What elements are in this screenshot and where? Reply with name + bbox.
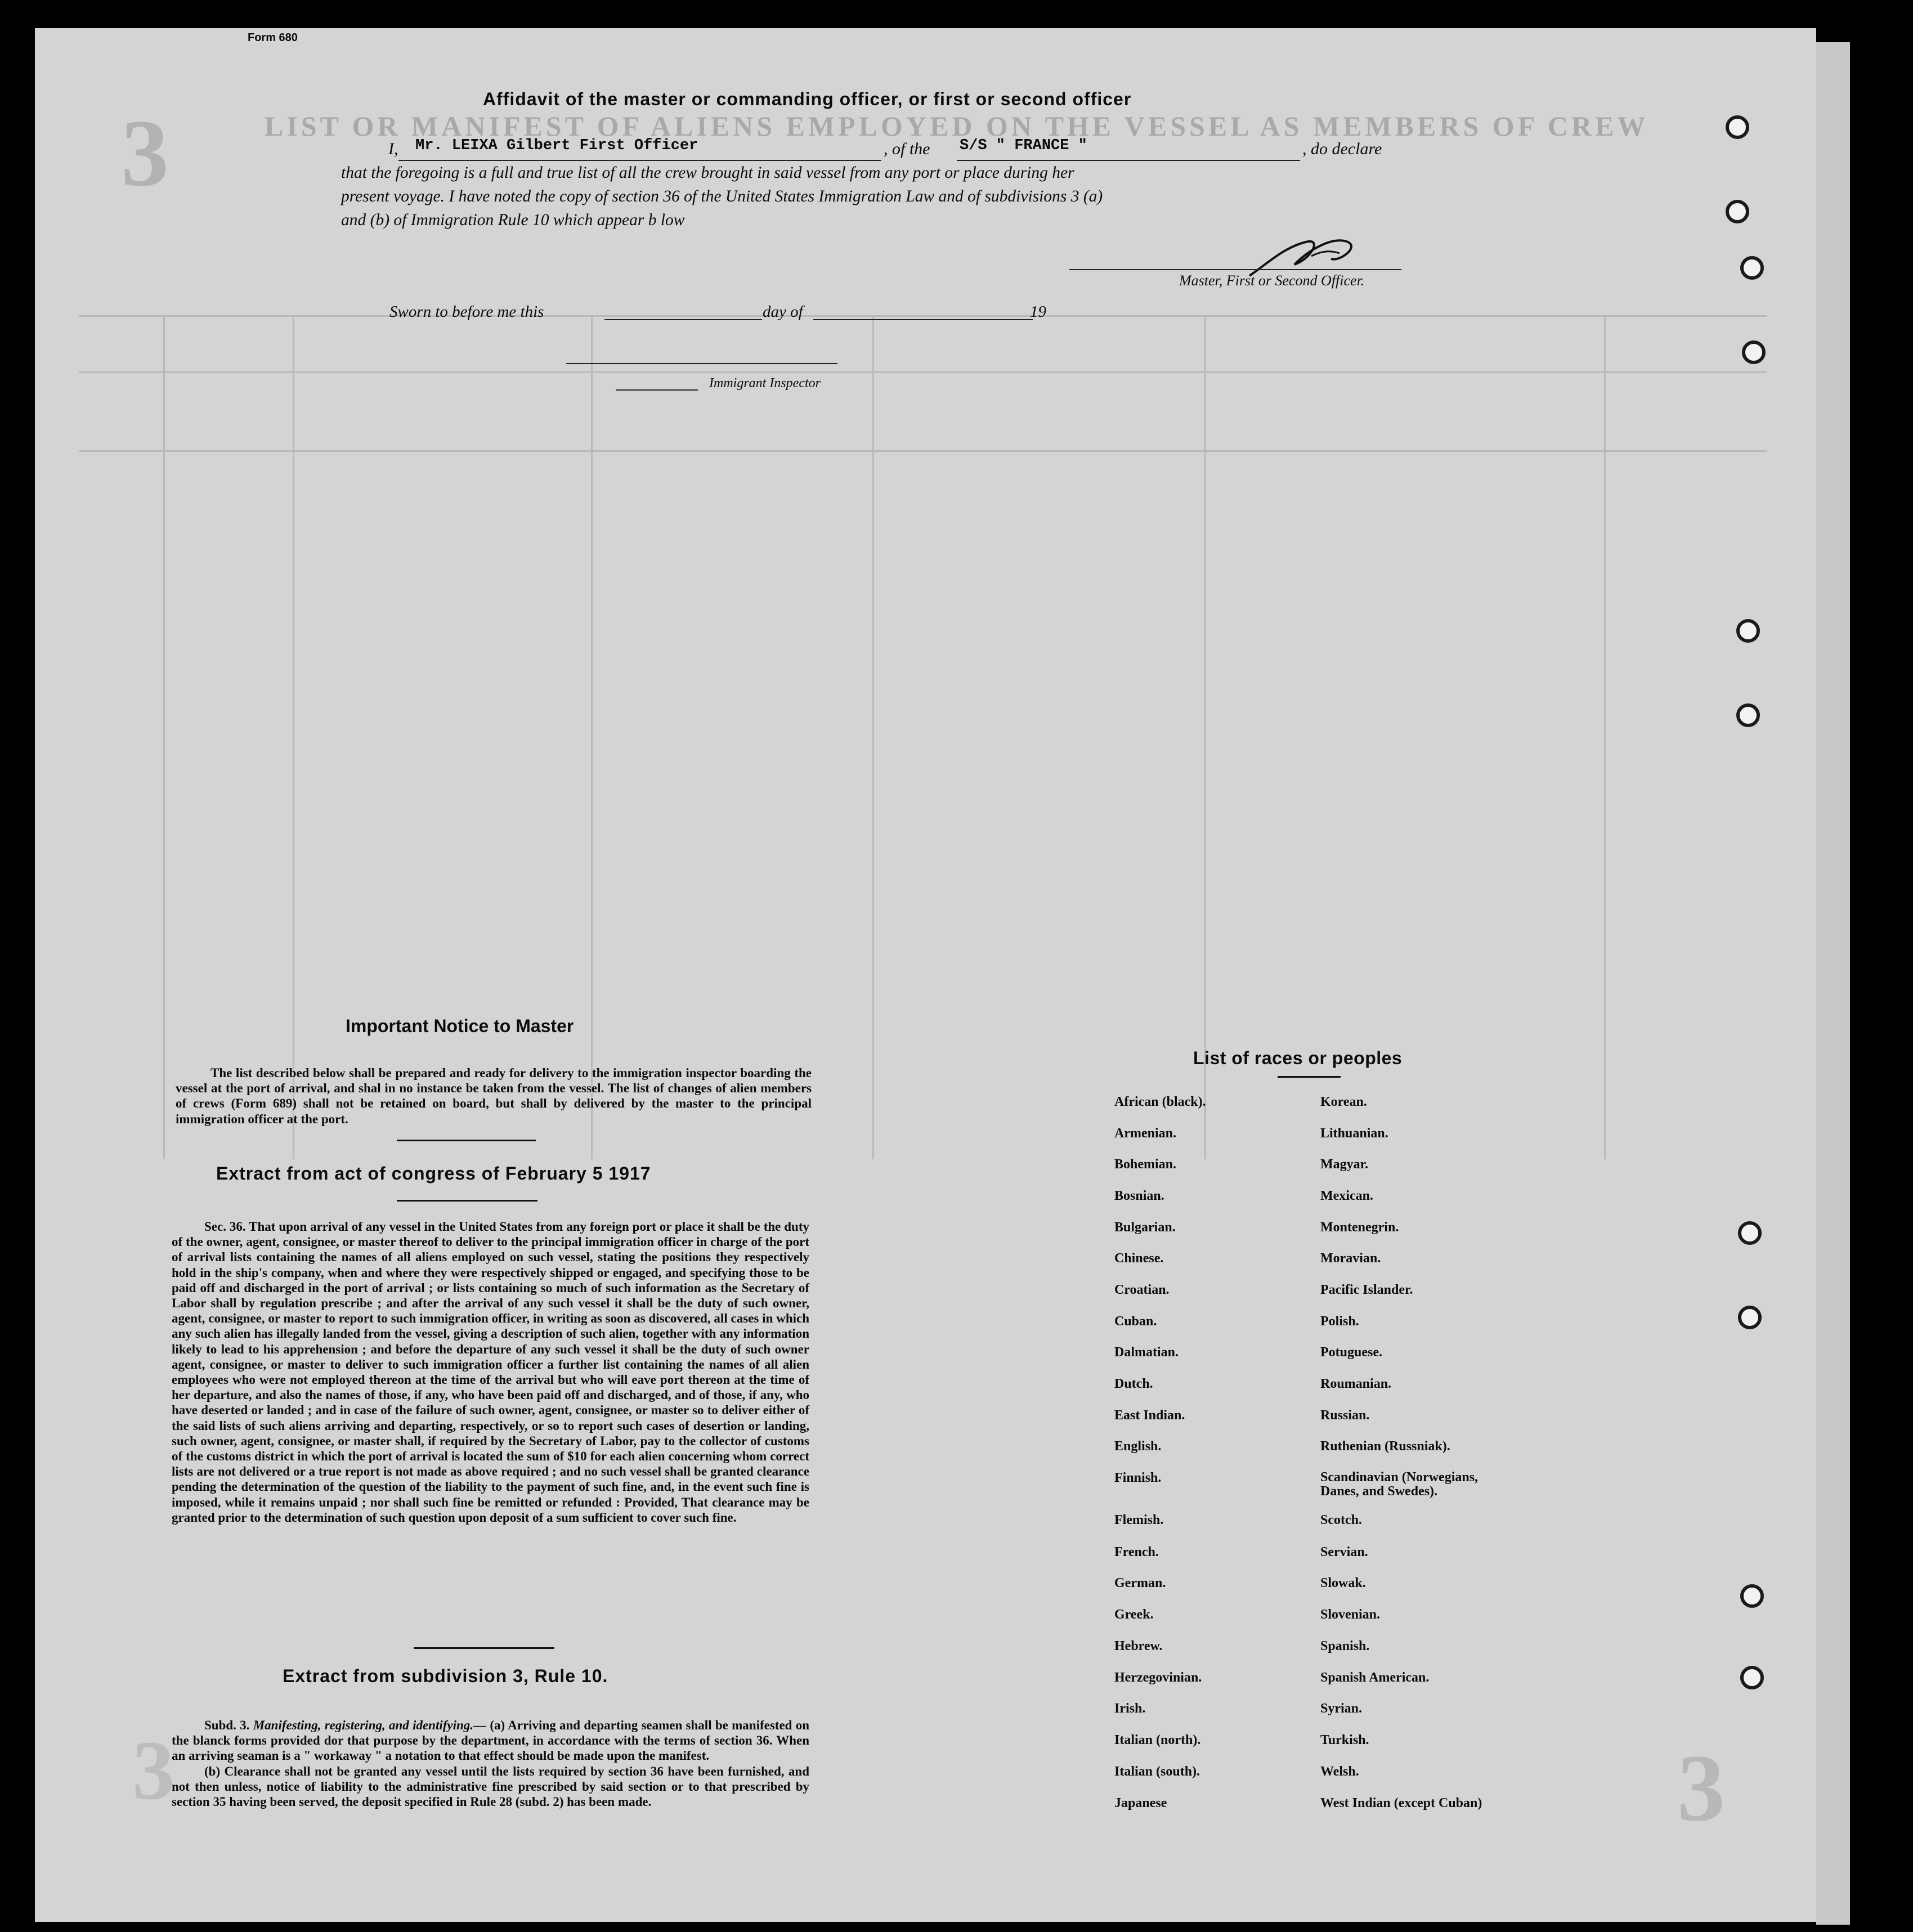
- signature-title: Master, First or Second Officer.: [1179, 272, 1365, 289]
- race-item: Lithuanian.: [1320, 1126, 1388, 1141]
- section-label: Sec. 36.: [204, 1220, 246, 1234]
- affidavit-line1-suffix: , do declare: [1302, 140, 1382, 158]
- divider: [397, 1200, 537, 1202]
- punch-hole-icon: [1740, 1666, 1764, 1689]
- sworn-month-blank: [813, 319, 1033, 320]
- page-edge: [1816, 42, 1850, 1925]
- affidavit-title: Affidavit of the master or commanding officer, or first or second officer: [483, 89, 1132, 109]
- affidavit-line3: present voyage. I have noted the copy of section 36 of the United States Immigration Law and of subdivisions 3 (a): [341, 187, 1103, 205]
- vessel-name-value: S/S " FRANCE ": [960, 137, 1087, 154]
- race-item: Japanese: [1114, 1796, 1167, 1810]
- race-item: Flemish.: [1114, 1513, 1164, 1527]
- form-number: Form 680: [248, 32, 298, 44]
- race-item: Italian (north).: [1114, 1733, 1201, 1747]
- races-title-underline: [1278, 1076, 1341, 1078]
- punch-hole-icon: [1742, 340, 1766, 364]
- notice-paragraph: The list described below shall be prepared and ready for delivery to the immigration inspector boarding the vessel at the port of arrival, and shal in no instance be taken from the vessel. The list of changes of alien members of crews (Form 689) shall not be retained on board, but shall by delivered by the master to the principal immigration officer at the port.: [176, 1066, 812, 1126]
- races-title: List of races or peoples: [1193, 1048, 1403, 1068]
- race-item: Bosnian.: [1114, 1189, 1164, 1203]
- race-item: Italian (south).: [1114, 1764, 1200, 1779]
- race-item: Greek.: [1114, 1607, 1154, 1622]
- sworn-day-blank: [604, 319, 762, 320]
- punch-hole-icon: [1736, 619, 1760, 643]
- rule-10-text: [172, 1718, 809, 1809]
- race-item: Welsh.: [1320, 1764, 1359, 1779]
- race-item: Croatian.: [1114, 1283, 1170, 1297]
- sworn-year: 19: [1030, 303, 1046, 321]
- punch-hole-icon: [1726, 200, 1749, 223]
- race-item: Polish.: [1320, 1314, 1359, 1329]
- affidavit-line2: that the foregoing is a full and true list of all the crew brought in said vessel from any port or place during her: [341, 164, 1074, 182]
- race-item: Irish.: [1114, 1701, 1146, 1716]
- affidavit-line1-prefix: I,: [388, 140, 398, 158]
- divider: [414, 1647, 554, 1649]
- race-item: Spanish American.: [1320, 1670, 1430, 1685]
- race-item: Pacific Islander.: [1320, 1283, 1413, 1297]
- race-item: Hebrew.: [1114, 1639, 1163, 1653]
- subd-b-text: (b) Clearance shall not be granted any vessel until the lists required by section 36 have been furnished, and not then unless, notice of liability to the administrative fine prescribed by said section or to that prescribed by section 35 having been served, the deposit specified in Rule 28 (subd. 2) has been made.: [172, 1764, 809, 1809]
- signature-line: [1069, 269, 1401, 270]
- race-item: Potuguese.: [1320, 1345, 1382, 1360]
- race-item: Cuban.: [1114, 1314, 1157, 1329]
- punch-hole-icon: [1740, 1584, 1764, 1608]
- race-item: Syrian.: [1320, 1701, 1363, 1716]
- affidavit-line4: and (b) of Immigration Rule 10 which appear b low: [341, 211, 685, 229]
- race-item: Finnish.: [1114, 1471, 1162, 1485]
- inspector-signature-line: [566, 363, 837, 364]
- section-36-body: That upon arrival of any vessel in the United States from any foreign port or place it shall be the duty of the owner, agent, consignee, or master thereof to deliver to the principal immigration officer in charge of the port of arrival lists containing the names of all aliens employed on such vessel, stating the positions they respectively hold in the ship's company, when and where they were respectively shipped or engaged, and specifying those to be paid off and discharged in the port of arrival ; or lists containing so much of such information as the Secretary of Labor shall by regulation prescribe ; and after the arrival of any such vessel it shall be the duty of such owner, agent, consignee, or master to report to such immigration officer, in writing as soon as discovered, all cases in which any such alien has illegally landed from the vessel, giving a description of such alien, together with any information likely to lead to his apprehension ; and before the departure of any such vessel it shall be the duty of such owner agent, consignee, or master to deliver to such immigration officer a further list containing the names of all alien employees who were not employed thereon at the time of the arrival but who will eave port thereon at the time of her departure, and also the names of those, if any, who have been paid off and discharged, and of those, if any, who have deserted or landed ; and in case of the failure of such owner, agent, consignee, or master so to deliver either of the said lists of such aliens arriving and departing, respectively, or so to report such cases of desertion or landing, such owner, agent, consignee, or master shall, if required by the Secretary of Labor, pay to the collector of customs of the customs district in which the port of arrival is located the sum of $10 for each alien concerning whom correct lists are not delivered or a true report is not made as above required ; and no such vessel shall be granted clearance pending the determination of the question of the liability to the payment of such fine, and, in the event such fine is imposed, while it remains unpaid ; nor shall such fine be remitted or refunded : Provided, That clearance may be granted prior to the determination of such question upon deposit of a sum sufficient to cover such fine.: [172, 1220, 810, 1525]
- race-item: Magyar.: [1320, 1157, 1369, 1172]
- punch-hole-icon: [1726, 115, 1749, 139]
- officer-name-line: [398, 160, 881, 161]
- race-item: German.: [1114, 1576, 1166, 1590]
- vessel-name-line: [957, 160, 1300, 161]
- subd-a-text: — (a) Arriving and departing seamen shall be manifested on the blanck forms provided dor that purpose by the department, in accordance with the terms of section 36. When an arriving seaman is a " workaway " a notation to that effect should be made upon the manifest.: [172, 1718, 810, 1763]
- inspector-label: Immigrant Inspector: [709, 376, 821, 391]
- race-item: East Indian.: [1114, 1408, 1185, 1423]
- race-item: Armenian.: [1114, 1126, 1176, 1141]
- sworn-prefix: Sworn to before me this: [389, 303, 544, 321]
- sworn-day-label: day of: [763, 303, 803, 321]
- race-item: Dutch.: [1114, 1377, 1153, 1391]
- race-item: Scotch.: [1320, 1513, 1362, 1527]
- race-item: Moravian.: [1320, 1251, 1381, 1266]
- document-sheet: [35, 28, 1816, 1922]
- race-item: Turkish.: [1320, 1733, 1369, 1747]
- race-item: Ruthenian (Russniak).: [1320, 1439, 1450, 1454]
- notice-text: [176, 1065, 812, 1127]
- section-36-text: [172, 1219, 809, 1525]
- race-item: Bulgarian.: [1114, 1220, 1176, 1235]
- race-item: Mexican.: [1320, 1189, 1373, 1203]
- inspector-label-line: [616, 389, 698, 391]
- officer-name-value: Mr. LEIXA Gilbert First Officer: [415, 137, 698, 154]
- subd-heading: Manifesting, registering, and identifying.: [253, 1718, 474, 1732]
- race-item: Roumanian.: [1320, 1377, 1392, 1391]
- race-item: Bohemian.: [1114, 1157, 1177, 1172]
- race-item: Slowak.: [1320, 1576, 1366, 1590]
- race-item: Servian.: [1320, 1545, 1368, 1559]
- race-item: Korean.: [1320, 1095, 1367, 1109]
- extract-rule-title: Extract from subdivision 3, Rule 10.: [283, 1666, 608, 1686]
- punch-hole-icon: [1736, 703, 1760, 727]
- race-item: French.: [1114, 1545, 1159, 1559]
- race-item: Russian.: [1320, 1408, 1370, 1423]
- race-item: Montenegrin.: [1320, 1220, 1399, 1235]
- race-item: Spanish.: [1320, 1639, 1370, 1653]
- race-item: Dalmatian.: [1114, 1345, 1179, 1360]
- extract-act-title: Extract from act of congress of February 5 1917: [216, 1163, 651, 1184]
- race-item: Chinese.: [1114, 1251, 1164, 1266]
- divider: [397, 1140, 536, 1141]
- race-item: Herzegovinian.: [1114, 1670, 1202, 1685]
- race-item: West Indian (except Cuban): [1320, 1796, 1482, 1810]
- subd-label: Subd. 3.: [204, 1718, 250, 1732]
- race-item: Slovenian.: [1320, 1607, 1381, 1622]
- affidavit-line1-mid: , of the: [884, 140, 930, 158]
- race-item: African (black).: [1114, 1095, 1206, 1109]
- race-item: Scandinavian (Norwegians, Danes, and Swedes).: [1320, 1470, 1479, 1499]
- notice-title: Important Notice to Master: [346, 1016, 574, 1036]
- punch-hole-icon: [1738, 1306, 1762, 1329]
- punch-hole-icon: [1740, 256, 1764, 280]
- punch-hole-icon: [1738, 1221, 1762, 1245]
- race-item: English.: [1114, 1439, 1162, 1454]
